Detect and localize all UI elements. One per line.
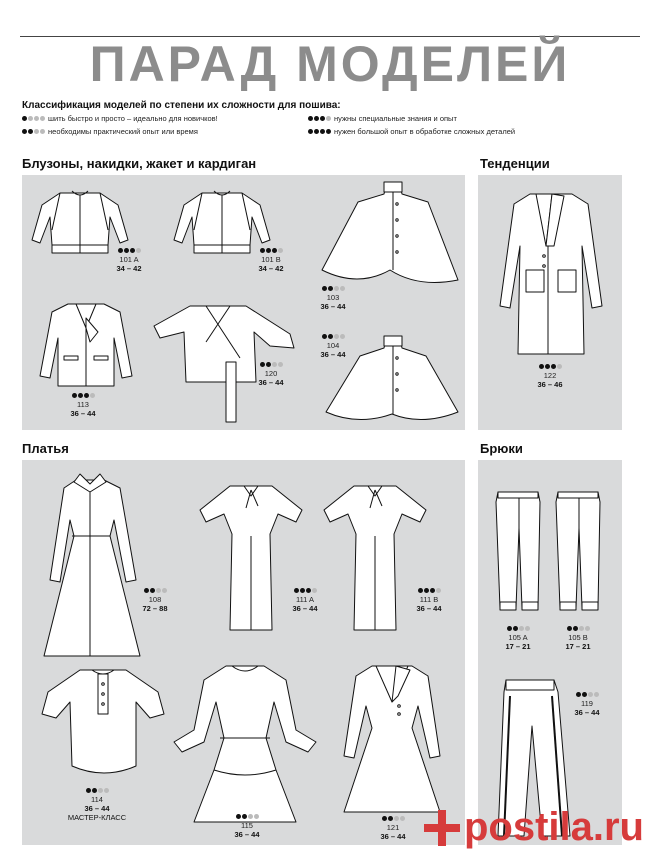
model-119 <box>562 690 612 717</box>
model-sizes: 36 – 44 <box>320 350 346 359</box>
illustration-114 <box>38 662 168 782</box>
legend-text: необходимы практический опыт или время <box>48 127 198 136</box>
model-sizes: 36 – 44 <box>320 302 346 311</box>
illustration-121 <box>336 656 448 816</box>
model-number: 105 A <box>508 633 528 642</box>
model-number: 119 <box>581 699 593 708</box>
model-sizes: 36 – 44 <box>258 378 284 387</box>
illustration-108 <box>40 470 150 660</box>
master-class-label: МАСТЕР-КЛАСС <box>67 813 127 822</box>
model-number: 111 B <box>419 595 439 604</box>
model-number: 115 <box>241 821 253 830</box>
model-sizes: 17 – 21 <box>565 642 591 651</box>
model-sizes: 36 – 44 <box>70 409 96 418</box>
page-title: ПАРАД МОДЕЛЕЙ <box>89 36 571 92</box>
model-120 <box>246 360 296 387</box>
section-title-trends: Тенденции <box>480 156 550 171</box>
difficulty-dots <box>308 116 331 121</box>
legend-text: нужен большой опыт в обработке сложных деталей <box>334 127 516 136</box>
difficulty-dots <box>382 816 405 821</box>
difficulty-dots <box>507 626 530 631</box>
illustration-105a <box>492 488 544 620</box>
section-title-blouses: Блузоны, накидки, жакет и кардиган <box>22 156 257 171</box>
watermark <box>424 805 644 850</box>
difficulty-dots <box>418 588 441 593</box>
model-number: 120 <box>264 369 278 378</box>
legend-item-2 <box>22 127 198 136</box>
model-104 <box>308 332 358 359</box>
illustration-105b <box>552 488 604 620</box>
model-sizes: 36 – 44 <box>84 804 110 813</box>
difficulty-dots <box>236 814 259 819</box>
model-number: 101 B <box>261 255 281 264</box>
difficulty-dots <box>22 129 45 134</box>
difficulty-dots <box>539 364 562 369</box>
section-title-dresses: Платья <box>22 441 69 456</box>
difficulty-dots <box>72 393 95 398</box>
model-number: 104 <box>326 341 340 350</box>
illustration-113 <box>36 298 136 390</box>
legend-text: шить быстро и просто – идеально для новичков! <box>48 114 218 123</box>
model-105a <box>493 624 543 651</box>
model-sizes: 34 – 42 <box>258 264 284 273</box>
difficulty-dots <box>22 116 45 121</box>
difficulty-dots <box>322 286 345 291</box>
model-sizes: 36 – 44 <box>380 832 406 841</box>
model-sizes: 36 – 44 <box>574 708 600 717</box>
model-121 <box>368 814 418 841</box>
model-114 <box>52 786 142 822</box>
model-115 <box>222 812 272 839</box>
model-number: 114 <box>91 795 103 804</box>
legend-item-1 <box>22 114 218 123</box>
model-sizes: 17 – 21 <box>505 642 531 651</box>
illustration-122 <box>496 186 606 356</box>
model-sizes: 36 – 44 <box>292 604 318 613</box>
illustration-103 <box>318 180 463 288</box>
difficulty-dots <box>144 588 167 593</box>
model-number: 101 A <box>119 255 139 264</box>
section-title-trousers: Брюки <box>480 441 523 456</box>
model-108 <box>130 586 180 613</box>
model-122 <box>520 362 580 389</box>
model-number: 103 <box>326 293 340 302</box>
classification-intro: Классификация моделей по степени их сложности для пошива: <box>22 100 341 111</box>
model-103 <box>308 284 358 311</box>
difficulty-dots <box>308 129 331 134</box>
model-sizes: 34 – 42 <box>116 264 142 273</box>
difficulty-dots <box>567 626 590 631</box>
illustration-115 <box>170 658 320 826</box>
difficulty-dots <box>322 334 345 339</box>
model-101b <box>246 246 296 273</box>
model-number: 113 <box>77 400 89 409</box>
model-sizes: 36 – 44 <box>234 830 260 839</box>
model-number: 108 <box>148 595 162 604</box>
model-number: 122 <box>543 371 557 380</box>
difficulty-dots <box>294 588 317 593</box>
model-113 <box>58 391 108 418</box>
model-sizes: 72 – 88 <box>142 604 168 613</box>
legend-item-4 <box>308 127 515 136</box>
model-105b <box>553 624 603 651</box>
model-101a <box>104 246 154 273</box>
difficulty-dots <box>118 248 141 253</box>
model-sizes: 36 – 46 <box>537 380 563 389</box>
difficulty-dots <box>260 362 283 367</box>
model-number: 111 A <box>295 595 315 604</box>
legend-item-3 <box>308 114 457 123</box>
watermark-logo-icon <box>424 810 460 846</box>
model-sizes: 36 – 44 <box>416 604 442 613</box>
watermark-text: postila.ru <box>463 805 644 849</box>
model-111b <box>404 586 454 613</box>
model-number: 105 B <box>568 633 588 642</box>
model-number: 121 <box>386 823 400 832</box>
legend-text: нужны специальные знания и опыт <box>334 114 457 123</box>
difficulty-dots <box>260 248 283 253</box>
difficulty-dots <box>86 788 109 793</box>
difficulty-dots <box>576 692 599 697</box>
